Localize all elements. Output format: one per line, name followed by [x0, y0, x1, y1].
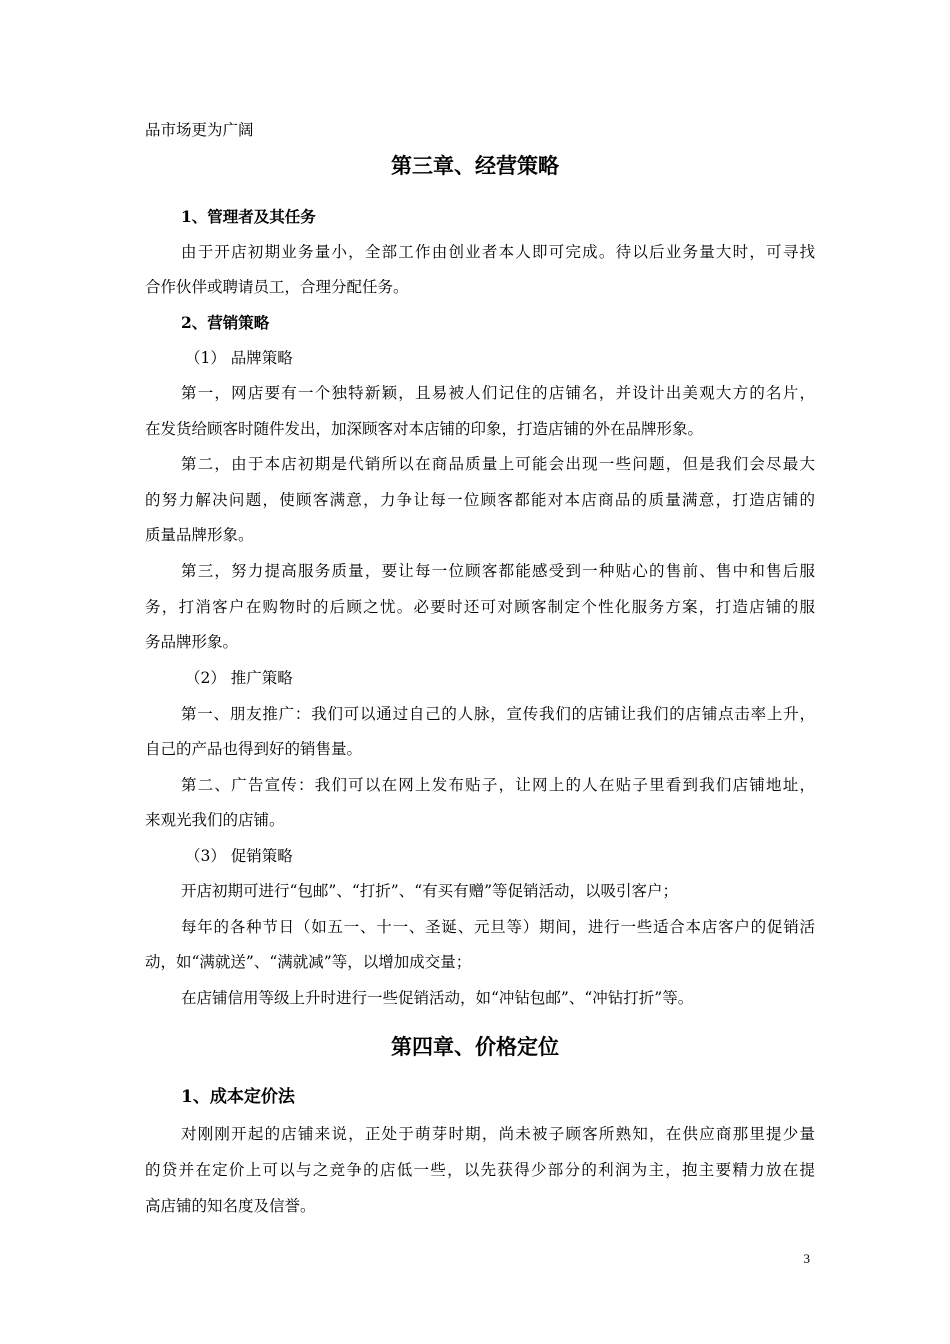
- continuation-text: 品市场更为广阔: [145, 121, 254, 139]
- paragraph-line: 第一、朋友推广：我们可以通过自己的人脉，宣传我们的店铺让我们的店铺点击率上升，: [181, 705, 815, 723]
- paragraph-line: 质量品牌形象。: [145, 526, 254, 544]
- paragraph-line: 在发货给顾客时随件发出，加深顾客对本店铺的印象，打造店铺的外在品牌形象。: [145, 420, 704, 438]
- paragraph-line: 第一，网店要有一个独特新颖，且易被人们记住的店铺名，并设计出美观大方的名片，: [181, 384, 815, 402]
- subsection-promotion-strategy: （2） 推广策略: [185, 669, 293, 687]
- paragraph-line: 的努力解决问题，使顾客满意，力争让每一位顾客都能对本店商品的质量满意，打造店铺的: [145, 491, 815, 509]
- section-heading-managers: 1、管理者及其任务: [181, 207, 316, 226]
- paragraph-line: 务，打消客户在购物时的后顾之忧。必要时还可对顾客制定个性化服务方案，打造店铺的服: [145, 598, 815, 616]
- paragraph-line: 由于开店初期业务量小，全部工作由创业者本人即可完成。待以后业务量大时，可寻找: [181, 243, 815, 261]
- subsection-brand-strategy: （1） 品牌策略: [185, 349, 293, 367]
- paragraph-line: 动，如“满就送”、“满就减”等，以增加成交量；: [145, 953, 472, 971]
- subsection-sales-promotion: （3） 促销策略: [185, 847, 293, 865]
- paragraph-line: 自己的产品也得到好的销售量。: [145, 740, 363, 758]
- paragraph-line: 来观光我们的店铺。: [145, 811, 285, 829]
- page-number: 3: [803, 1251, 810, 1266]
- paragraph-line: 的贷并在定价上可以与之竞争的店低一些，以先获得少部分的利润为主，抱主要精力放在提: [145, 1161, 815, 1179]
- paragraph-line: 第三，努力提高服务质量，要让每一位顾客都能感受到一种贴心的售前、售中和售后服: [181, 562, 815, 580]
- section-heading-cost-pricing: 1、成本定价法: [181, 1087, 295, 1107]
- paragraph-line: 在店铺信用等级上升时进行一些促销活动，如“冲钻包邮”、“冲钻打折”等。: [181, 989, 694, 1007]
- paragraph-line: 第二，由于本店初期是代销所以在商品质量上可能会出现一些问题，但是我们会尽最大: [181, 455, 815, 473]
- chapter-4-title: 第四章、价格定位: [391, 1034, 559, 1059]
- chapter-3-title: 第三章、经营策略: [391, 153, 559, 178]
- paragraph-line: 每年的各种节日（如五一、十一、圣诞、元旦等）期间，进行一些适合本店客户的促销活: [181, 918, 815, 936]
- paragraph-line: 务品牌形象。: [145, 633, 239, 651]
- paragraph-line: 对刚刚开起的店铺来说，正处于萌芽时期，尚未被子顾客所熟知，在供应商那里提少量: [181, 1125, 815, 1143]
- section-heading-marketing: 2、营销策略: [181, 313, 270, 332]
- paragraph-line: 高店铺的知名度及信誉。: [145, 1197, 316, 1215]
- paragraph-line: 第二、广告宣传：我们可以在网上发布贴子，让网上的人在贴子里看到我们店铺地址，: [181, 776, 815, 794]
- paragraph-line: 开店初期可进行“包邮”、“打折”、“有买有赠”等促销活动，以吸引客户；: [181, 882, 679, 900]
- paragraph-line: 合作伙伴或聘请员工，合理分配任务。: [145, 278, 409, 296]
